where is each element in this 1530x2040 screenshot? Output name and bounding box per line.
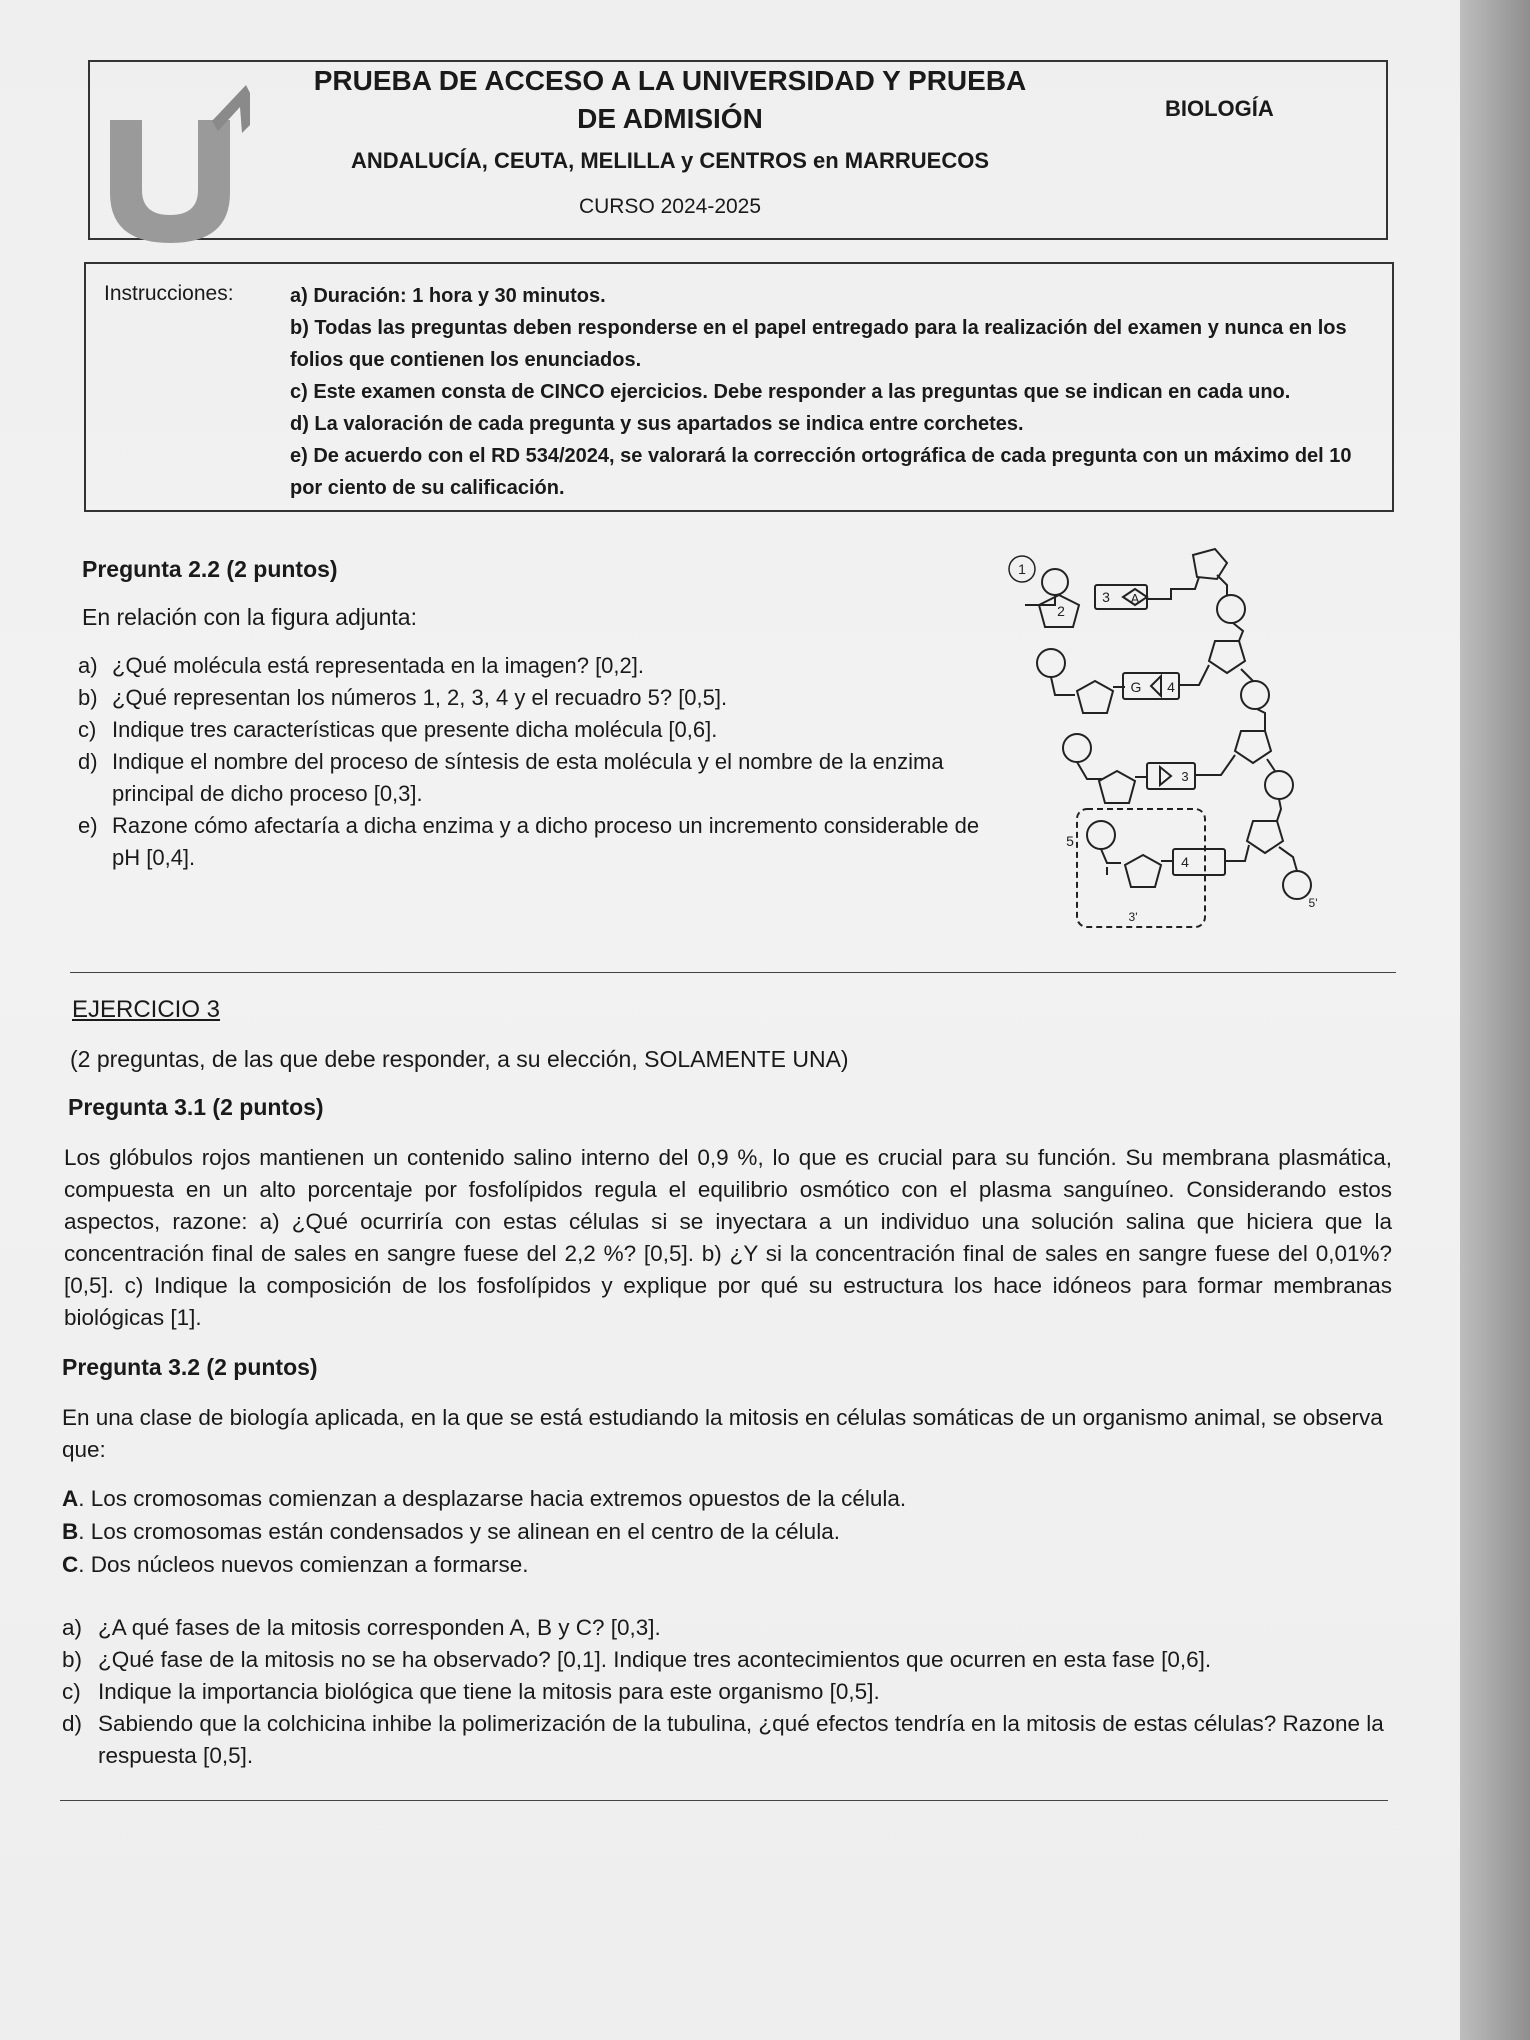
list-item: [62, 1612, 1392, 1644]
phosphate-circle: [1283, 871, 1311, 899]
exam-course: CURSO 2024-2025: [578, 195, 762, 218]
question-3-1-text: Los glóbulos rojos mantienen un contenido salino interno del 0,9 %, lo que es crucial para su función. Su membrana plasmática, compuesta en un alto porcentaje por fosfolípidos regula el equilibrio osmótico con el plasma sanguíneo. Considerando estos aspectos, razone: a) ¿Qué ocurriría con estas células si se inyectara a un individuo una solución salina que hiciera que la concentración final de sales en sangre fuese del 2,2 %? [0,5]. b) ¿Y si la concentración final de sales en sangre fuese del 0,01%? [0,5]. c) Indique la composición de los fosfolípidos y explique por qué su estructura los hace idóneos para formar membranas biológicas [1].: [64, 1145, 1392, 1330]
backbone-line: [1077, 762, 1103, 779]
backbone-line: [1101, 849, 1121, 863]
observation-letter: B: [62, 1519, 79, 1544]
question-3-2-text: En una clase de biología aplicada, en la que se está estudiando la mitosis en células somáticas de un organismo animal, se observa que:: [62, 1405, 1383, 1462]
backbone-line: [1279, 847, 1297, 871]
observation-letter: C: [62, 1552, 79, 1577]
item-letter: d): [62, 1711, 83, 1736]
observation-item: [62, 1515, 1392, 1548]
base-shape: [1151, 676, 1161, 696]
phosphate-circle: [1037, 649, 1065, 677]
exam-region: ANDALUCÍA, CEUTA, MELILLA y CENTROS en MARRUECOS: [351, 148, 989, 173]
deoxyribose-pentagon: [1193, 549, 1227, 579]
backbone-line: [1267, 759, 1275, 771]
backbone-line: [1195, 755, 1235, 775]
instruction-item: e) De acuerdo con el RD 534/2024, se valorará la corrección ortográfica de cada pregunta con un máximo del 10 por ciento de su calificación.: [290, 445, 1352, 499]
item-letter: a): [62, 1615, 83, 1640]
observation-item: [62, 1482, 1392, 1515]
phosphate-circle: [1063, 734, 1091, 762]
item-letter: d): [78, 749, 98, 774]
deoxyribose-pentagon: [1077, 681, 1113, 713]
observation-text: . Los cromosomas comienzan a desplazarse hacia extremos opuestos de la célula.: [78, 1486, 907, 1511]
backbone-line: [1225, 845, 1249, 861]
section-divider: [60, 1800, 1388, 1801]
list-item: [62, 1708, 1392, 1772]
item-letter: b): [62, 1647, 83, 1672]
backbone-line: [1233, 623, 1243, 641]
base-shape: [1160, 767, 1171, 785]
item-text: Indique el nombre del proceso de síntesis de esta molécula y el nombre de la enzima principal de dicho proceso [0,3].: [112, 749, 944, 806]
exercise-3-title: EJERCICIO 3: [72, 996, 221, 1023]
list-item: [78, 746, 998, 810]
label-4a: 4: [1167, 679, 1175, 695]
item-text: ¿Qué fase de la mitosis no se ha observado? [0,1]. Indique tres acontecimientos que ocurren en esta fase [0,6].: [98, 1647, 1212, 1672]
item-text: ¿Qué molécula está representada en la imagen? [0,2].: [112, 653, 644, 678]
question-3-2-title: Pregunta 3.2 (2 puntos): [62, 1354, 318, 1380]
phosphate-circle: [1087, 821, 1115, 849]
question-2-2-intro: En relación con la figura adjunta:: [82, 604, 417, 630]
item-text: ¿Qué representan los números 1, 2, 3, 4 y el recuadro 5? [0,5].: [112, 685, 728, 710]
label-G: G: [1130, 679, 1142, 695]
observation-text: . Los cromosomas están condensados y se alinean en el centro de la célula.: [78, 1519, 840, 1544]
item-letter: c): [78, 717, 97, 742]
backbone-line: [1147, 577, 1199, 599]
item-letter: c): [62, 1679, 81, 1704]
deoxyribose-pentagon: [1235, 731, 1271, 763]
exam-title: PRUEBA DE ACCESO A LA UNIVERSIDAD Y PRUEBA DE ADMISIÓN: [313, 65, 1027, 134]
question-2-2-items: [78, 650, 998, 874]
backbone-line: [1241, 669, 1253, 681]
backbone-line: [1257, 709, 1265, 731]
item-letter: e): [78, 813, 98, 838]
list-item: [62, 1676, 1392, 1708]
list-item: [78, 650, 998, 682]
section-divider: [70, 972, 1396, 973]
deoxyribose-pentagon: [1125, 855, 1161, 887]
item-text: Indique la importancia biológica que tiene la mitosis para este organismo [0,5].: [98, 1679, 880, 1704]
observation-letter: A: [62, 1486, 79, 1511]
phosphate-circle: [1217, 595, 1245, 623]
backbone-line: [1277, 799, 1281, 821]
dna-figure: [995, 545, 1335, 935]
backbone-line: [1179, 665, 1209, 685]
label-3a: 3: [1102, 589, 1110, 605]
item-text: Sabiendo que la colchicina inhibe la polimerización de la tubulina, ¿qué efectos tendría en la mitosis de estas células? Razone la respuesta [0,5].: [98, 1711, 1384, 1768]
instruction-item: c) Este examen consta de CINCO ejercicios. Debe responder a las preguntas que se indican en cada uno.: [290, 381, 1291, 403]
deoxyribose-pentagon: [1247, 821, 1283, 853]
instructions-label: Instrucciones:: [104, 282, 234, 305]
university-logo: [100, 85, 250, 245]
exercise-3-subtitle: (2 preguntas, de las que debe responder, a su elección, SOLAMENTE UNA): [70, 1046, 849, 1072]
item-letter: a): [78, 653, 98, 678]
question-2-2-title: Pregunta 2.2 (2 puntos): [82, 556, 338, 582]
deoxyribose-pentagon: [1209, 641, 1245, 673]
page-edge-shadow: [1460, 0, 1530, 2040]
instruction-item: a) Duración: 1 hora y 30 minutos.: [290, 285, 606, 307]
item-text: ¿A qué fases de la mitosis corresponden A, B y C? [0,3].: [98, 1615, 661, 1640]
instruction-item: d) La valoración de cada pregunta y sus apartados se indica entre corchetes.: [290, 413, 1024, 435]
instructions-list: [290, 280, 1360, 504]
phosphate-circle: [1241, 681, 1269, 709]
deoxyribose-pentagon: [1099, 771, 1135, 803]
label-3b: 3: [1181, 769, 1189, 784]
list-item: [62, 1644, 1392, 1676]
observation-item: [62, 1548, 1392, 1581]
list-item: [78, 714, 998, 746]
label-3prime: 3': [1128, 910, 1138, 924]
list-item: [78, 810, 998, 874]
item-text: Indique tres características que presente dicha molécula [0,6].: [112, 717, 718, 742]
item-letter: b): [78, 685, 98, 710]
list-item: [78, 682, 998, 714]
label-A: A: [1130, 591, 1140, 606]
phosphate-circle: [1265, 771, 1293, 799]
instruction-item: b) Todas las preguntas deben responderse en el papel entregado para la realización del examen y nunca en los folios que contienen los enunciados.: [290, 317, 1347, 371]
label-5prime: 5': [1308, 896, 1318, 910]
label-5: 5: [1066, 833, 1074, 849]
label-2: 2: [1057, 603, 1065, 619]
phosphate-circle: [1042, 569, 1068, 595]
question-3-2-observations: [62, 1482, 1392, 1581]
item-text: Razone cómo afectaría a dicha enzima y a dicho proceso un incremento considerable de pH [0,4].: [112, 813, 980, 870]
label-4b: 4: [1181, 854, 1189, 870]
question-3-2-items: [62, 1612, 1392, 1772]
exam-subject: BIOLOGÍA: [1165, 96, 1274, 121]
question-3-1-title: Pregunta 3.1 (2 puntos): [68, 1094, 324, 1120]
label-1: 1: [1018, 561, 1026, 577]
backbone-line: [1051, 677, 1075, 695]
observation-text: . Dos núcleos nuevos comienzan a formarse.: [78, 1552, 529, 1577]
